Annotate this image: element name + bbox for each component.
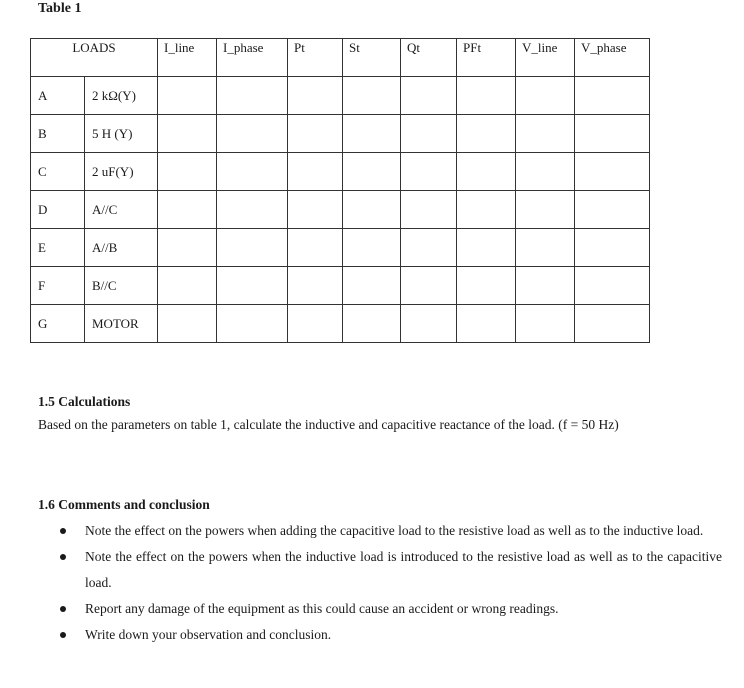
empty-cell xyxy=(158,191,217,229)
empty-cell xyxy=(401,267,457,305)
empty-cell xyxy=(401,153,457,191)
empty-cell xyxy=(575,229,650,267)
list-item-text: Write down your observation and conclusion. xyxy=(85,627,332,642)
empty-cell xyxy=(343,153,401,191)
empty-cell xyxy=(516,229,575,267)
row-id: B xyxy=(31,115,85,153)
row-id: G xyxy=(31,305,85,343)
table-row xyxy=(31,115,650,153)
empty-cell xyxy=(288,77,343,115)
empty-cell xyxy=(575,191,650,229)
empty-cell xyxy=(457,115,516,153)
empty-cell xyxy=(516,153,575,191)
list-item-text: Note the effect on the powers when the inductive load is introduced to the resistive load as well as to the capacitive load. xyxy=(85,549,722,590)
header-st: St xyxy=(343,39,401,77)
empty-cell xyxy=(288,153,343,191)
row-load: 2 kΩ(Y) xyxy=(85,77,158,115)
row-load: MOTOR xyxy=(85,305,158,343)
empty-cell xyxy=(343,77,401,115)
bullet-icon xyxy=(60,606,66,612)
row-load: A//B xyxy=(85,229,158,267)
empty-cell xyxy=(343,305,401,343)
table-row xyxy=(31,153,650,191)
bullet-icon xyxy=(60,528,66,534)
empty-cell xyxy=(288,305,343,343)
empty-cell xyxy=(401,115,457,153)
empty-cell xyxy=(401,77,457,115)
empty-cell xyxy=(516,305,575,343)
empty-cell xyxy=(158,115,217,153)
empty-cell xyxy=(217,267,288,305)
empty-cell xyxy=(457,229,516,267)
row-id: E xyxy=(31,229,85,267)
comments-list xyxy=(60,518,722,648)
calculations-section xyxy=(38,394,619,433)
empty-cell xyxy=(516,77,575,115)
empty-cell xyxy=(457,77,516,115)
bullet-icon xyxy=(60,632,66,638)
row-id: D xyxy=(31,191,85,229)
list-item xyxy=(60,518,722,544)
loads-table xyxy=(30,38,650,343)
empty-cell xyxy=(217,191,288,229)
empty-cell xyxy=(158,77,217,115)
row-load: 5 H (Y) xyxy=(85,115,158,153)
empty-cell xyxy=(575,77,650,115)
header-i-line: I_line xyxy=(158,39,217,77)
list-item-text: Report any damage of the equipment as this could cause an accident or wrong readings. xyxy=(85,601,559,616)
empty-cell xyxy=(217,77,288,115)
header-loads: LOADS xyxy=(31,39,158,77)
list-item xyxy=(60,596,722,622)
row-id: C xyxy=(31,153,85,191)
calculations-text: Based on the parameters on table 1, calculate the inductive and capacitive reactance of the load. (f = 50 Hz) xyxy=(38,417,619,432)
header-pft: PFt xyxy=(457,39,516,77)
empty-cell xyxy=(217,115,288,153)
empty-cell xyxy=(457,305,516,343)
empty-cell xyxy=(575,267,650,305)
empty-cell xyxy=(575,115,650,153)
empty-cell xyxy=(457,267,516,305)
empty-cell xyxy=(575,153,650,191)
empty-cell xyxy=(158,267,217,305)
header-pt: Pt xyxy=(288,39,343,77)
empty-cell xyxy=(343,115,401,153)
empty-cell xyxy=(457,153,516,191)
empty-cell xyxy=(343,191,401,229)
empty-cell xyxy=(516,115,575,153)
empty-cell xyxy=(158,229,217,267)
empty-cell xyxy=(288,267,343,305)
empty-cell xyxy=(217,229,288,267)
row-id: F xyxy=(31,267,85,305)
empty-cell xyxy=(516,267,575,305)
empty-cell xyxy=(343,267,401,305)
row-load: B//C xyxy=(85,267,158,305)
empty-cell xyxy=(288,115,343,153)
empty-cell xyxy=(401,305,457,343)
table-row xyxy=(31,77,650,115)
row-id: A xyxy=(31,77,85,115)
header-qt: Qt xyxy=(401,39,457,77)
empty-cell xyxy=(217,153,288,191)
header-v-phase: V_phase xyxy=(575,39,650,77)
empty-cell xyxy=(158,153,217,191)
empty-cell xyxy=(343,229,401,267)
list-item-text: Note the effect on the powers when adding the capacitive load to the resistive load as well as to the inductive load. xyxy=(85,523,704,538)
empty-cell xyxy=(158,305,217,343)
calculations-title: 1.5 Calculations xyxy=(38,394,131,409)
table-caption: Table 1 xyxy=(38,1,82,16)
empty-cell xyxy=(575,305,650,343)
header-i-phase: I_phase xyxy=(217,39,288,77)
table-row xyxy=(31,229,650,267)
header-v-line: V_line xyxy=(516,39,575,77)
table-row xyxy=(31,305,650,343)
table-row xyxy=(31,267,650,305)
list-item xyxy=(60,544,722,596)
row-load: 2 uF(Y) xyxy=(85,153,158,191)
empty-cell xyxy=(217,305,288,343)
empty-cell xyxy=(288,191,343,229)
row-load: A//C xyxy=(85,191,158,229)
empty-cell xyxy=(401,229,457,267)
table-row xyxy=(31,191,650,229)
list-item xyxy=(60,622,722,648)
comments-title: 1.6 Comments and conclusion xyxy=(38,497,210,512)
bullet-icon xyxy=(60,554,66,560)
empty-cell xyxy=(401,191,457,229)
header-row xyxy=(31,39,650,77)
empty-cell xyxy=(457,191,516,229)
empty-cell xyxy=(288,229,343,267)
empty-cell xyxy=(516,191,575,229)
